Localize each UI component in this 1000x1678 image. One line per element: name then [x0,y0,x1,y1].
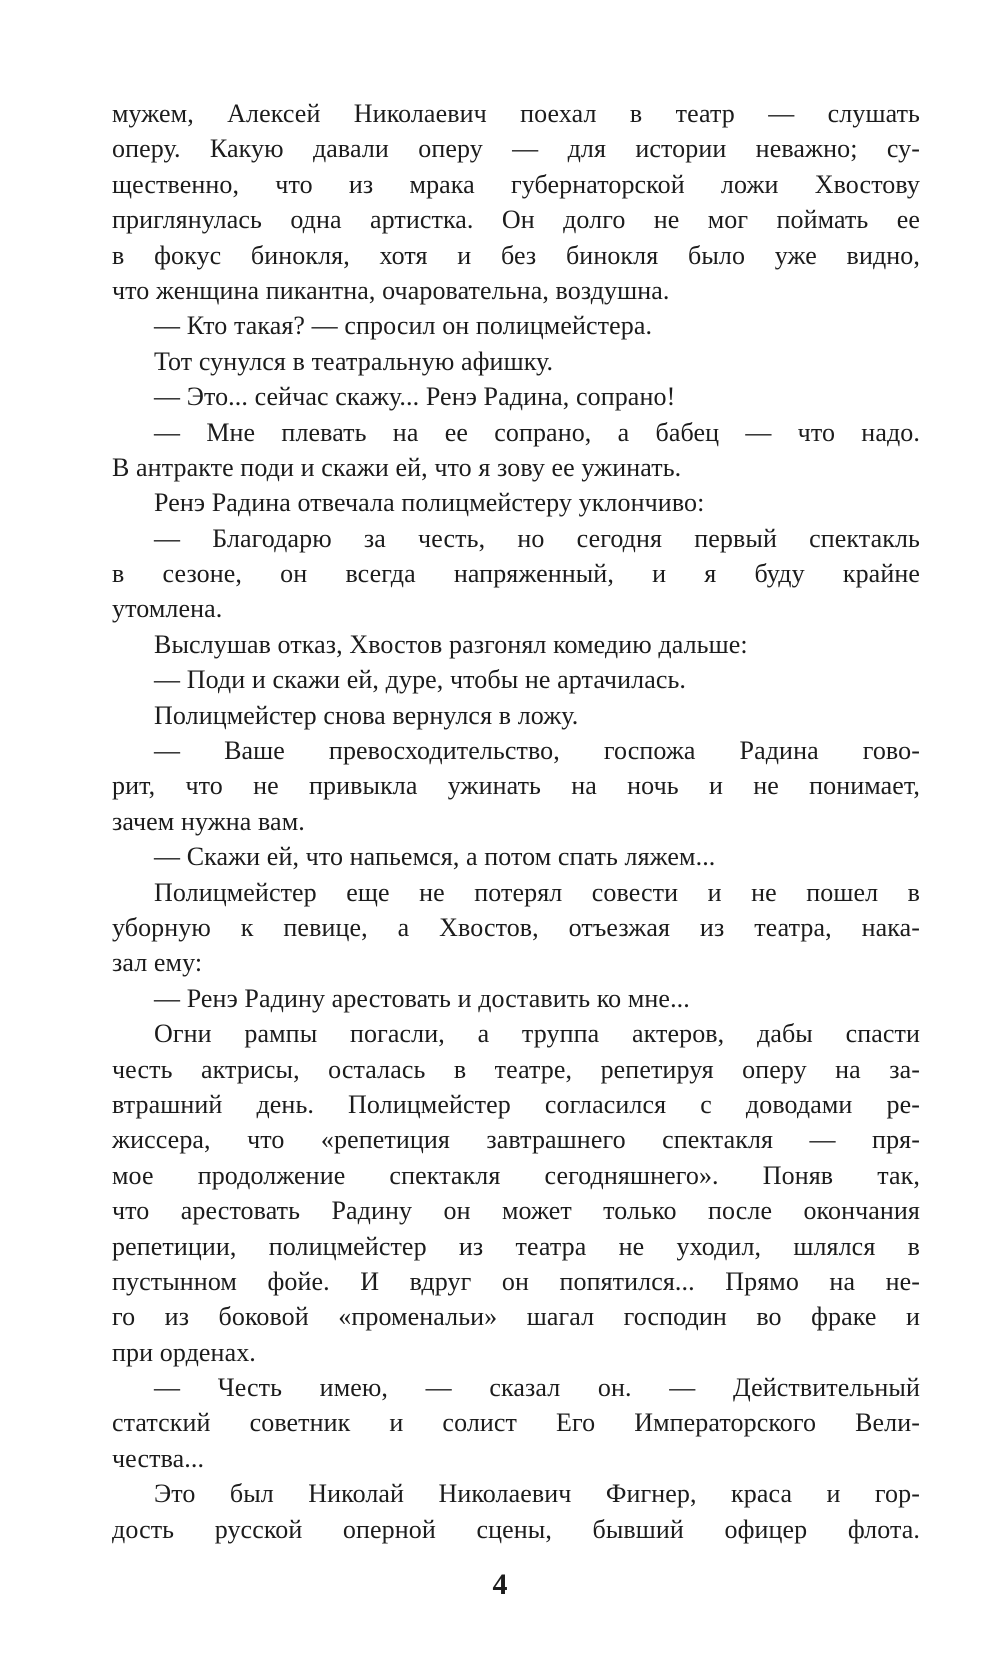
text-line-1: мужем, Алексей Николаевич поехал в театр — слушать [112,99,920,128]
text-line-31: мое продолжение спектакля сегодняшнего». Поняв так, [112,1160,920,1190]
text-line-15: утомлена. [112,594,223,624]
text-body [112,96,920,1547]
text-line-9: — Это... сейчас скажу... Ренэ Радина, сопрано! [154,382,676,412]
text-line-34: пустынном фойе. И вдруг он попятился... Прямо на не- [112,1266,920,1296]
text-line-25: зал ему: [112,948,203,978]
text-line-21: зачем нужна вам. [112,806,305,836]
text-line-7: — Кто такая? — спросил он полицмейстера. [154,311,653,341]
text-line-36: при орденах. [112,1337,256,1367]
text-line-24: уборную к певице, а Хвостов, отъезжая из театра, нака- [112,912,920,942]
text-line-11: В антракте поди и скажи ей, что я зову ее ужинать. [112,452,682,482]
text-line-8: Тот сунулся в театральную афишку. [154,346,554,376]
text-line-35: го из боковой «променальи» шагал господин во фраке и [112,1302,920,1332]
text-line-19: — Ваше превосходительство, госпожа Радина гово- [154,736,920,766]
text-line-4: приглянулась одна артистка. Он долго не мог поймать ее [112,205,920,235]
text-line-30: жиссера, что «репетиция завтрашнего спектакля — пря- [112,1125,920,1155]
text-line-3: щественно, что из мрака губернаторской ложи Хвостову [112,169,920,199]
text-line-27: Огни рампы погасли, а труппа актеров, дабы спасти [154,1019,920,1049]
text-line-13: — Благодарю за честь, но сегодня первый спектакль [154,523,920,553]
text-line-20: рит, что не привыкла ужинать на ночь и не понимает, [112,771,920,801]
text-line-22: — Скажи ей, что напьемся, а потом спать ляжем... [154,842,716,872]
text-line-39: чества... [112,1443,205,1473]
text-line-10: — Мне плевать на ее сопрано, а бабец — что надо. [154,417,920,447]
text-line-26: — Ренэ Радину арестовать и доставить ко мне... [154,983,690,1013]
text-line-40: Это был Николай Николаевич Фигнер, краса и гор- [154,1479,920,1509]
text-line-12: Ренэ Радина отвечала полицмейстеру уклончиво: [154,488,705,518]
text-line-29: втрашний день. Полицмейстер согласился с доводами ре- [112,1089,920,1119]
text-line-32: что арестовать Радину он может только после окончания [112,1196,920,1226]
text-line-14: в сезоне, он всегда напряженный, и я буду крайне [112,559,920,589]
text-line-5: в фокус бинокля, хотя и без бинокля было уже видно, [112,240,920,270]
text-line-6: что женщина пикантна, очаровательна, воздушна. [112,275,670,305]
page-number: 4 [492,1568,508,1601]
text-line-16: Выслушав отказ, Хвостов разгонял комедию дальше: [154,629,748,659]
text-line-38: статский советник и солист Его Императорского Вели- [112,1408,920,1438]
text-line-23: Полицмейстер еще не потерял совести и не пошел в [154,877,920,907]
text-line-2: оперу. Какую давали оперу — для истории неважно; су- [112,134,920,164]
text-line-33: репетиции, полицмейстер из театра не уходил, шлялся в [112,1231,920,1261]
text-line-41: дость русской оперной сцены, бывший офицер флота. [112,1514,920,1544]
text-line-18: Полицмейстер снова вернулся в ложу. [154,700,579,730]
text-line-37: — Честь имею, — сказал он. — Действительный [154,1373,920,1403]
text-line-17: — Поди и скажи ей, дуре, чтобы не артачилась. [154,665,687,695]
text-line-28: честь актрисы, осталась в театре, репетируя оперу на за- [112,1054,920,1084]
